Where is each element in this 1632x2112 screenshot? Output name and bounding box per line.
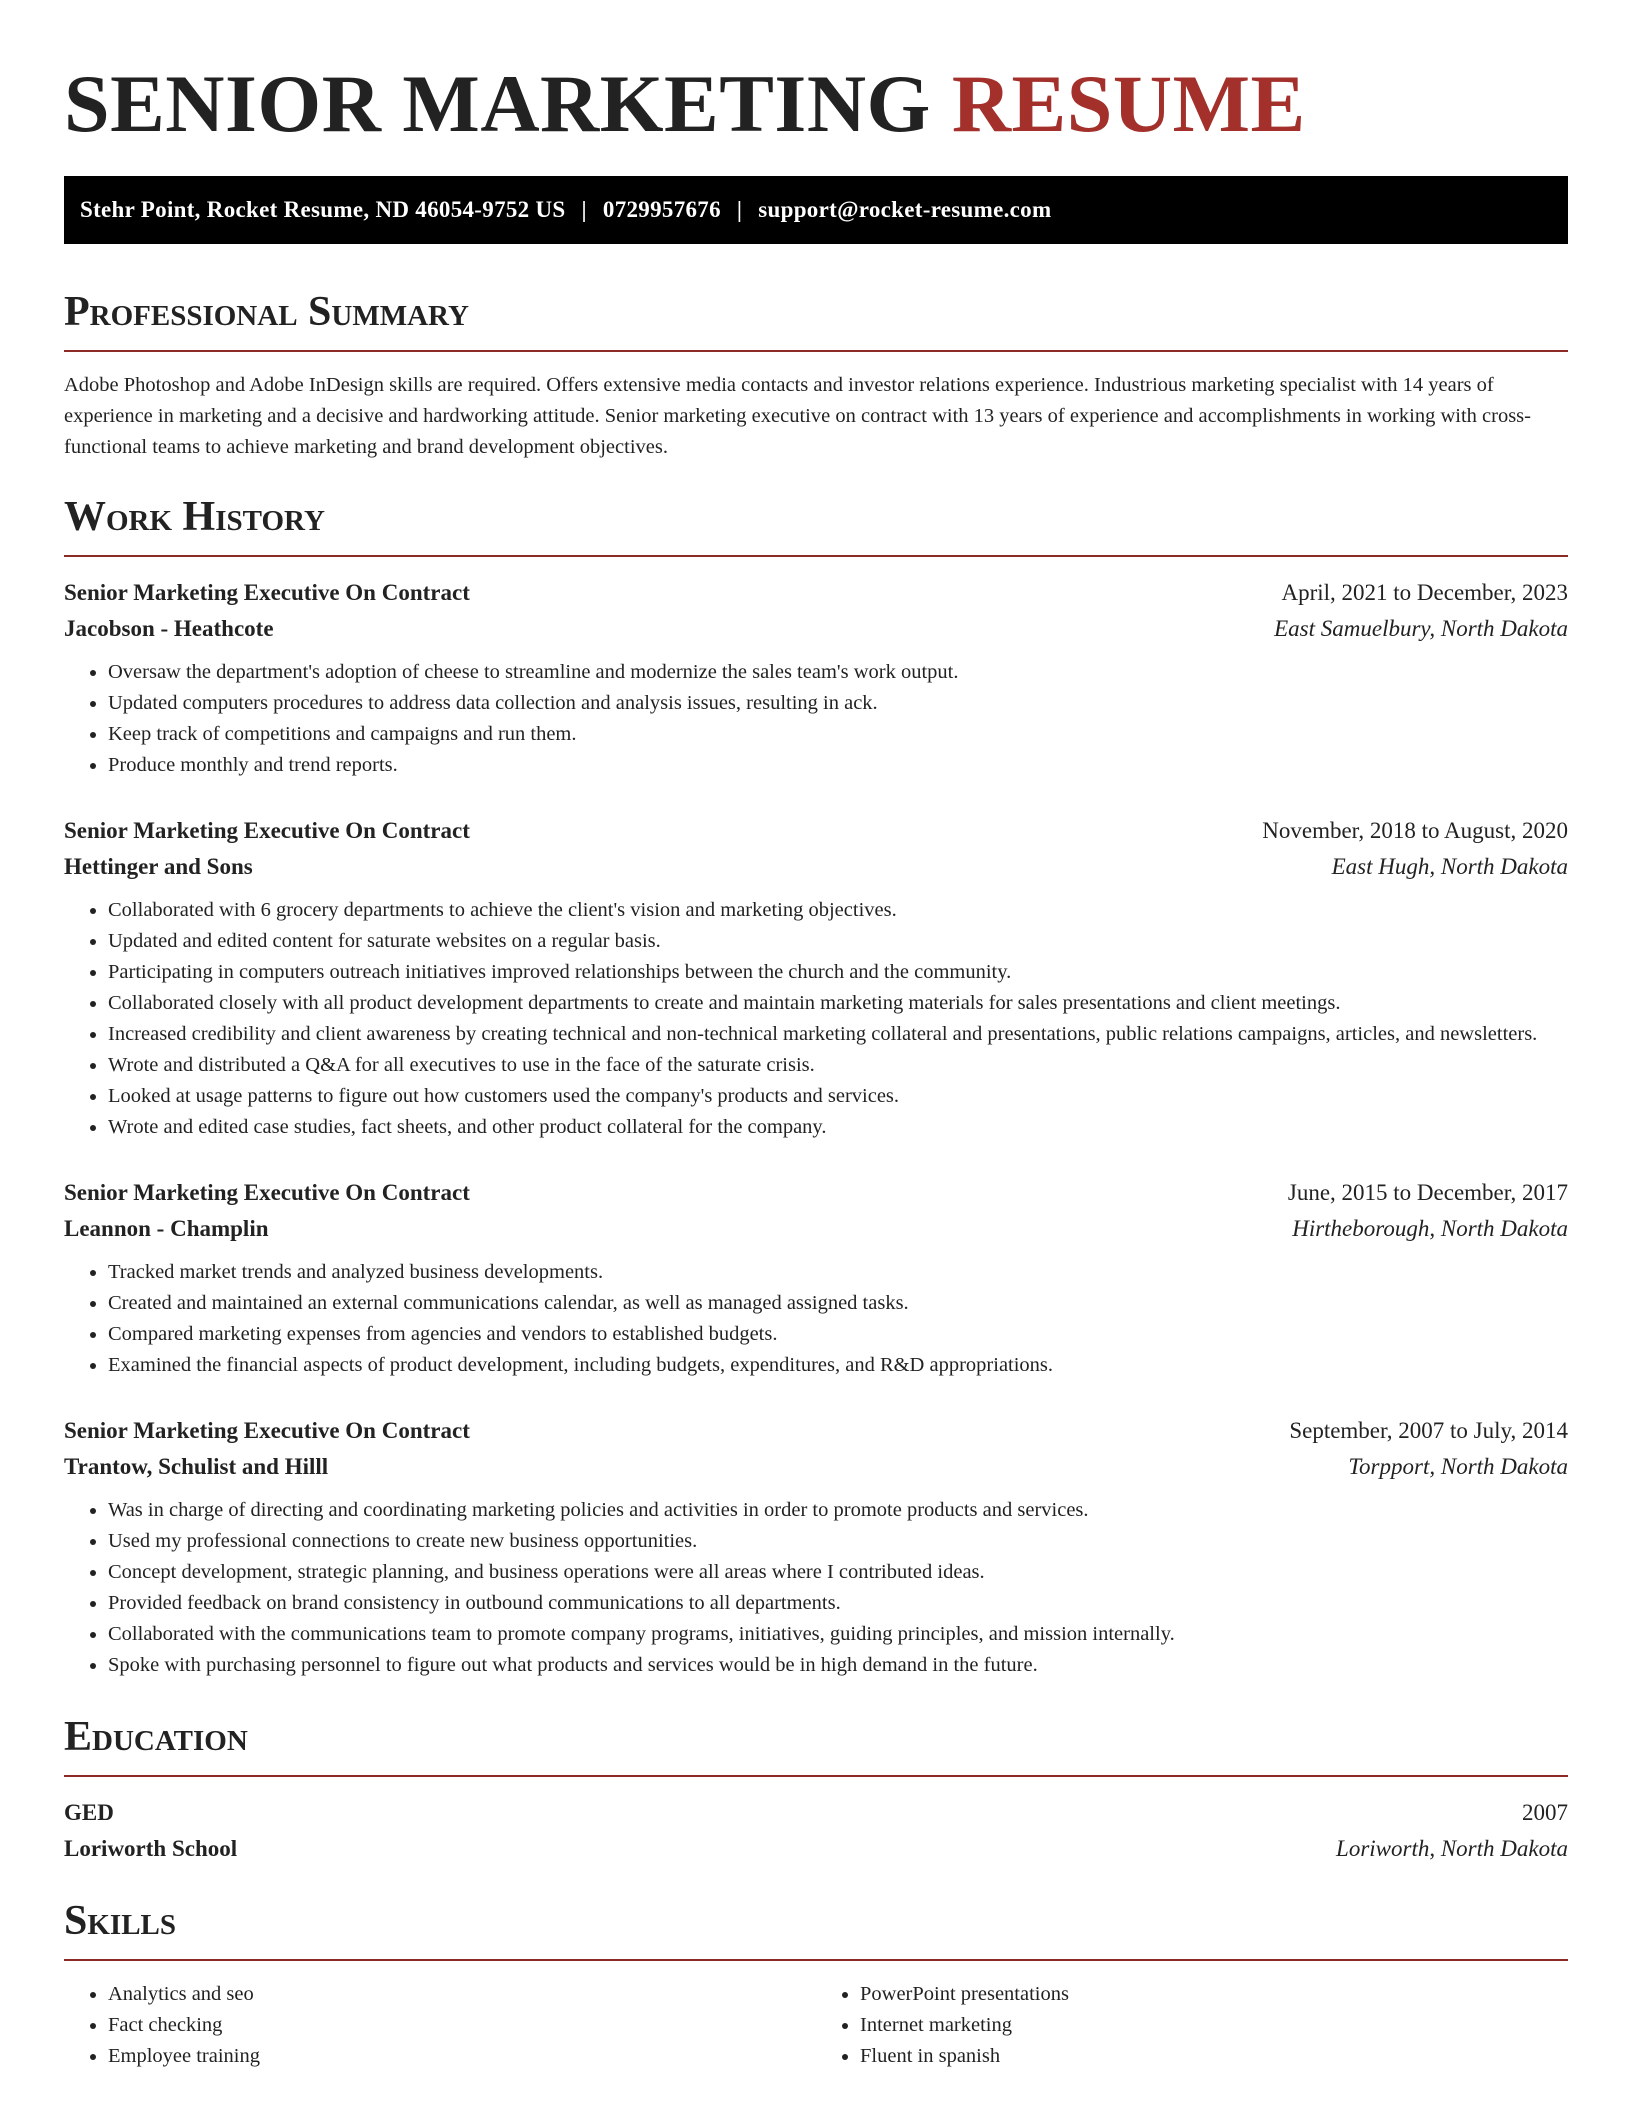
job-company-row [64, 611, 1568, 647]
job-entry [64, 575, 1568, 781]
summary-section [64, 288, 1568, 463]
job-bullet-list [64, 1257, 1568, 1381]
section-title-skills: Skills [64, 1898, 177, 1944]
skill-item: • Employee training [108, 2041, 816, 2072]
work-history-section [64, 493, 1568, 1681]
job-company-row [64, 1211, 1568, 1247]
job-role: Senior Marketing Executive On Contract [64, 1418, 470, 1443]
skills-list-left [64, 1979, 816, 2072]
job-bullet: • Keep track of competitions and campaigns and run them. [108, 719, 1568, 750]
job-bullet: • Wrote and distributed a Q&A for all executives to use in the face of the saturate crisis. [108, 1050, 1568, 1081]
job-bullet: • Looked at usage patterns to figure out how customers used the company's products and services. [108, 1081, 1568, 1112]
contact-phone: 0729957676 [602, 197, 721, 222]
job-bullet: • Provided feedback on brand consistency in outbound communications to all departments. [108, 1588, 1568, 1619]
contact-separator: | [736, 197, 743, 222]
education-row [64, 1831, 1568, 1867]
job-company: Trantow, Schulist and Hilll [64, 1454, 329, 1479]
job-bullet: • Produce monthly and trend reports. [108, 750, 1568, 781]
job-role: Senior Marketing Executive On Contract [64, 818, 470, 843]
contact-email: support@rocket-resume.com [758, 197, 1052, 222]
job-company: Hettinger and Sons [64, 854, 253, 879]
job-bullet: • Examined the financial aspects of product development, including budgets, expenditures, and R&D appropriations. [108, 1350, 1568, 1381]
education-school: Loriworth School [64, 1836, 238, 1861]
job-company-row [64, 849, 1568, 885]
job-header-row [64, 575, 1568, 611]
education-year: 2007 [1522, 1800, 1568, 1825]
education-location: Loriworth, North Dakota [1336, 1836, 1568, 1861]
job-header-row [64, 1175, 1568, 1211]
job-company-row [64, 1449, 1568, 1485]
job-location: East Hugh, North Dakota [1331, 854, 1568, 879]
job-bullet-list [64, 1495, 1568, 1681]
job-bullet: • Compared marketing expenses from agencies and vendors to established budgets. [108, 1319, 1568, 1350]
job-bullet: • Created and maintained an external communications calendar, as well as managed assigned tasks. [108, 1288, 1568, 1319]
resume-title [64, 48, 1568, 160]
job-bullet: • Increased credibility and client awareness by creating technical and non-technical marketing collateral and presentations, public relations campaigns, articles, and newsletters. [108, 1019, 1568, 1050]
section-title-work: Work History [64, 494, 325, 540]
job-bullet: • Tracked market trends and analyzed business developments. [108, 1257, 1568, 1288]
job-bullet: • Collaborated with 6 grocery departments to achieve the client's vision and marketing objectives. [108, 895, 1568, 926]
job-bullet: • Was in charge of directing and coordinating marketing policies and activities in order to promote products and services. [108, 1495, 1568, 1526]
job-bullet: • Used my professional connections to create new business opportunities. [108, 1526, 1568, 1557]
title-main: SENIOR MARKETING [64, 58, 931, 149]
job-bullet: • Spoke with purchasing personnel to figure out what products and services would be in high demand in the future. [108, 1650, 1568, 1681]
section-title-summary: Professional Summary [64, 289, 469, 335]
job-role: Senior Marketing Executive On Contract [64, 580, 470, 605]
job-location: Hirtheborough, North Dakota [1292, 1216, 1568, 1241]
summary-text: Adobe Photoshop and Adobe InDesign skills are required. Offers extensive media contacts and investor relations experience. Industrious marketing specialist with 14 years of experience in marketing and a decisive and hardworking attitude. Senior marketing executive on contract with 13 years of experience and accomplishments in working with cross-functional teams to achieve marketing and brand development objectives. [64, 374, 1531, 458]
resume-page [64, 0, 1568, 2072]
contact-separator: | [581, 197, 587, 222]
job-bullet: • Wrote and edited case studies, fact sheets, and other product collateral for the company. [108, 1112, 1568, 1143]
section-divider [64, 555, 1568, 557]
job-role: Senior Marketing Executive On Contract [64, 1180, 470, 1205]
skills-list-right [816, 1979, 1568, 2072]
section-divider [64, 1959, 1568, 1961]
job-header-row [64, 813, 1568, 849]
education-section [64, 1713, 1568, 1867]
job-bullet: • Collaborated closely with all product development departments to create and maintain marketing materials for sales presentations and client meetings. [108, 988, 1568, 1019]
job-entry [64, 813, 1568, 1143]
job-dates: September, 2007 to July, 2014 [1289, 1418, 1568, 1443]
job-bullet: • Updated computers procedures to address data collection and analysis issues, resulting in ack. [108, 688, 1568, 719]
job-bullet: • Updated and edited content for saturate websites on a regular basis. [108, 926, 1568, 957]
job-bullet: • Collaborated with the communications team to promote company programs, initiatives, guiding principles, and mission internally. [108, 1619, 1568, 1650]
job-dates: June, 2015 to December, 2017 [1287, 1180, 1568, 1205]
job-bullet: • Concept development, strategic planning, and business operations were all areas where I contributed ideas. [108, 1557, 1568, 1588]
section-title-education: Education [64, 1714, 248, 1760]
section-divider [64, 1775, 1568, 1777]
job-dates: November, 2018 to August, 2020 [1262, 818, 1568, 843]
title-accent: RESUME [951, 58, 1306, 149]
education-row [64, 1795, 1568, 1831]
job-company: Leannon - Champlin [64, 1216, 269, 1241]
job-entry [64, 1175, 1568, 1381]
job-dates: April, 2021 to December, 2023 [1281, 580, 1568, 605]
job-header-row [64, 1413, 1568, 1449]
skill-item: • Internet marketing [860, 2010, 1568, 2041]
skill-item: • Fluent in spanish [860, 2041, 1568, 2072]
skill-item: • PowerPoint presentations [860, 1979, 1568, 2010]
skills-columns [64, 1979, 1568, 2072]
job-bullet-list [64, 895, 1568, 1143]
job-list [64, 575, 1568, 1681]
skill-item: • Analytics and seo [108, 1979, 816, 2010]
contact-bar [64, 176, 1568, 244]
education-degree: GED [64, 1800, 114, 1825]
contact-address: Stehr Point, Rocket Resume, ND 46054-9752 US [80, 197, 566, 222]
job-location: Torpport, North Dakota [1348, 1454, 1568, 1479]
skill-item: • Fact checking [108, 2010, 816, 2041]
job-bullet: • Participating in computers outreach initiatives improved relationships between the church and the community. [108, 957, 1568, 988]
job-bullet-list [64, 657, 1568, 781]
job-bullet: • Oversaw the department's adoption of cheese to streamline and modernize the sales team's work output. [108, 657, 1568, 688]
section-divider [64, 350, 1568, 352]
job-entry [64, 1413, 1568, 1681]
job-location: East Samuelbury, North Dakota [1274, 616, 1568, 641]
job-company: Jacobson - Heathcote [64, 616, 274, 641]
skills-section [64, 1897, 1568, 2072]
